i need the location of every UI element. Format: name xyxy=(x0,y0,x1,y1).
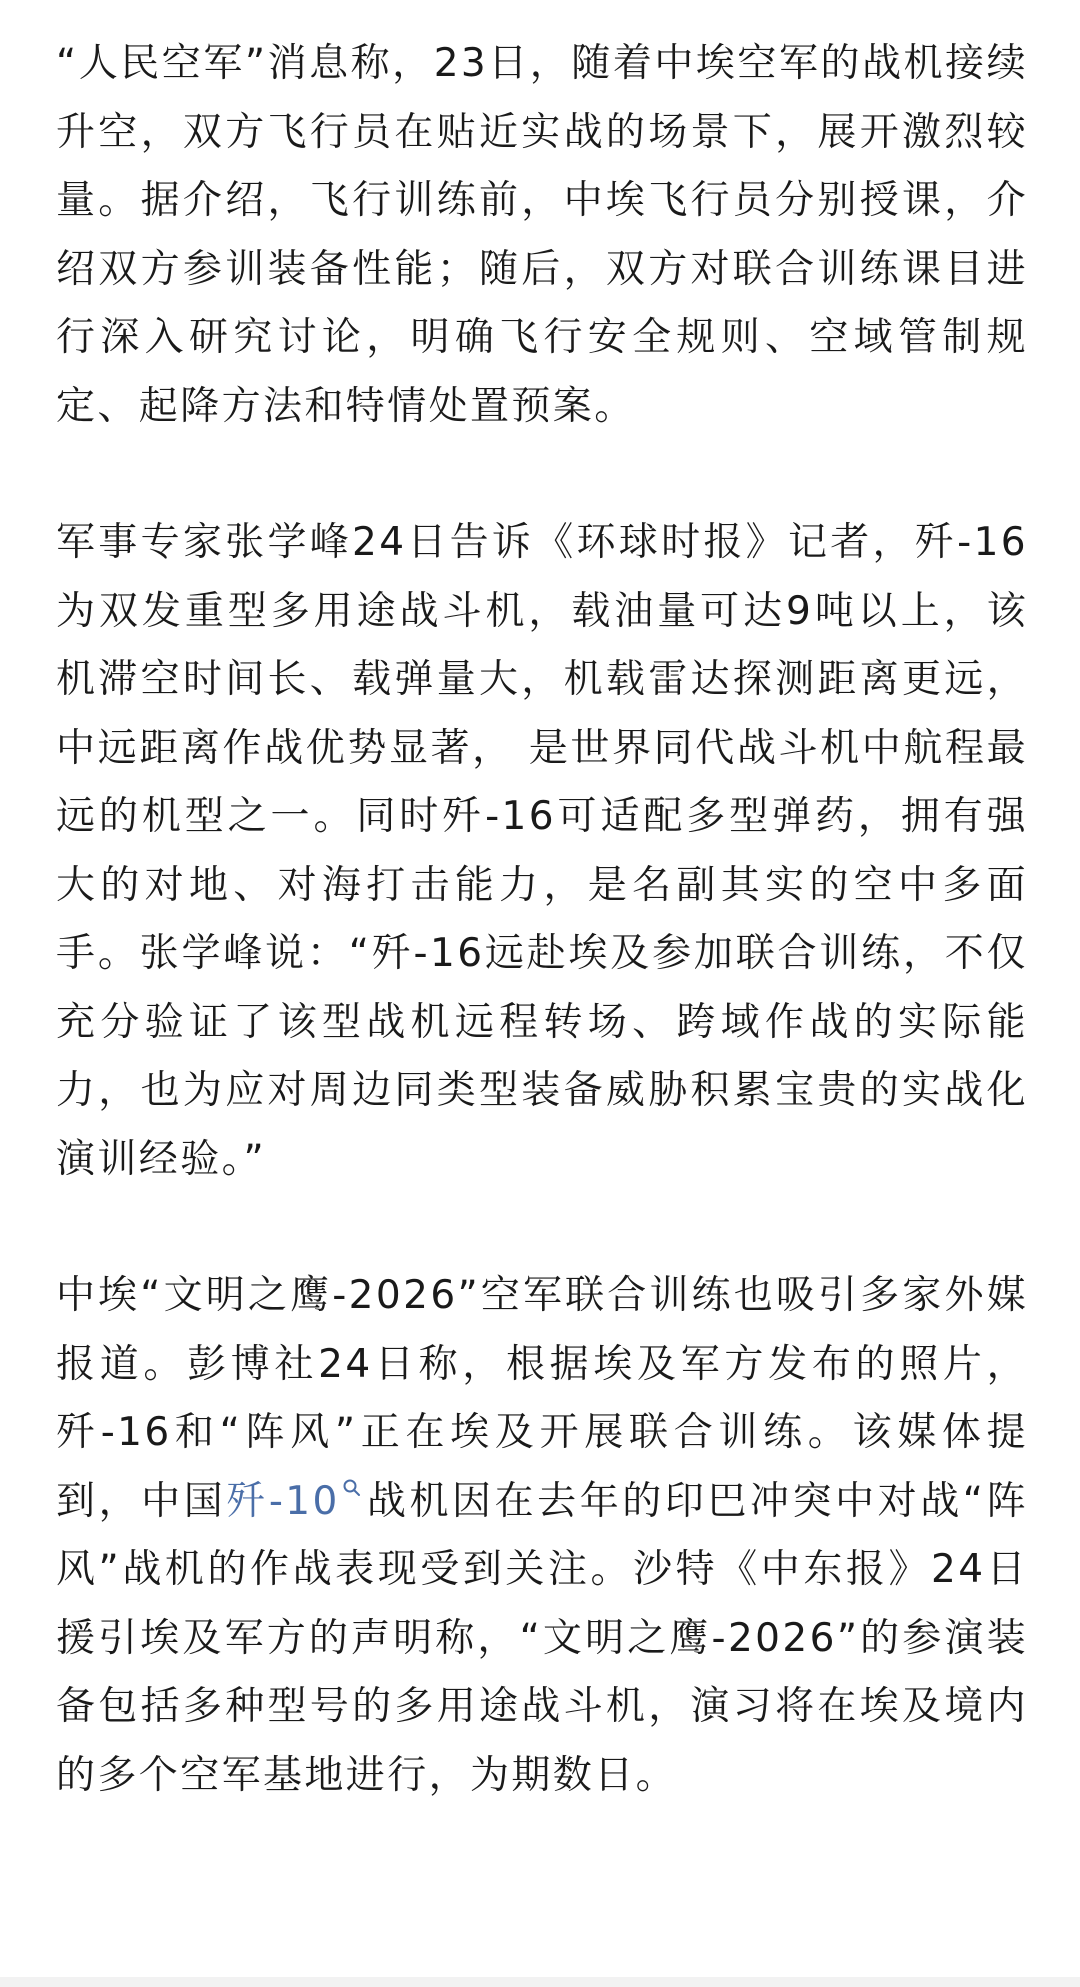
article-body xyxy=(56,30,1028,1878)
article-paragraph-2: 军事专家张学峰24日告诉《环球时报》记者，歼-16为双发重型多用途战斗机，载油量可达9吨以上，该机滞空时间长、载弹量大，机载雷达探测距离更远，中远距离作战优势显著， 是世界同代战斗机中航程最远的机型之一。同时歼-16可适配多型弹药，拥有强大的对地、对海打击能力，是名副其实的空中多面手。张学峰说：“歼-16远赴埃及参加联合训练，不仅充分验证了该型战机远程转场、跨域作战的实际能力，也为应对周边同类型装备威胁积累宝贵的实战化演训经验。” xyxy=(56,520,1028,1182)
search-icon[interactable] xyxy=(342,1468,364,1498)
article-paragraph-1: “人民空军”消息称，23日，随着中埃空军的战机接续升空，双方飞行员在贴近实战的场景下，展开激烈较量。据介绍，飞行训练前，中埃飞行员分别授课，介绍双方参训装备性能；随后，双方对联合训练课目进行深入研究讨论，明确飞行安全规则、空域管制规定、起降方法和特情处置预案。 xyxy=(56,41,1028,429)
j10-link-text[interactable]: 歼-10 xyxy=(226,1478,340,1524)
bottom-divider xyxy=(0,1977,1080,1987)
paragraph-3-text-before: 中埃“文明之鹰-2026”空军联合训练也吸引多家外媒报道。彭博社24日称，根据埃及军方发布的照片，歼-16和“阵风”正在埃及开展联合训练。该媒体提到，中国 xyxy=(56,1273,1028,1524)
article-paragraph-3 xyxy=(56,1262,1028,1810)
paragraph-3-text-after: 战机因在去年的印巴冲突中对战“阵风”战机的作战表现受到关注。沙特《中东报》24日援引埃及军方的声明称，“文明之鹰-2026”的参演装备包括多种型号的多用途战斗机，演习将在埃及境内的多个空军基地进行，为期数日。 xyxy=(56,1478,1028,1798)
j10-search-link[interactable] xyxy=(226,1479,365,1524)
